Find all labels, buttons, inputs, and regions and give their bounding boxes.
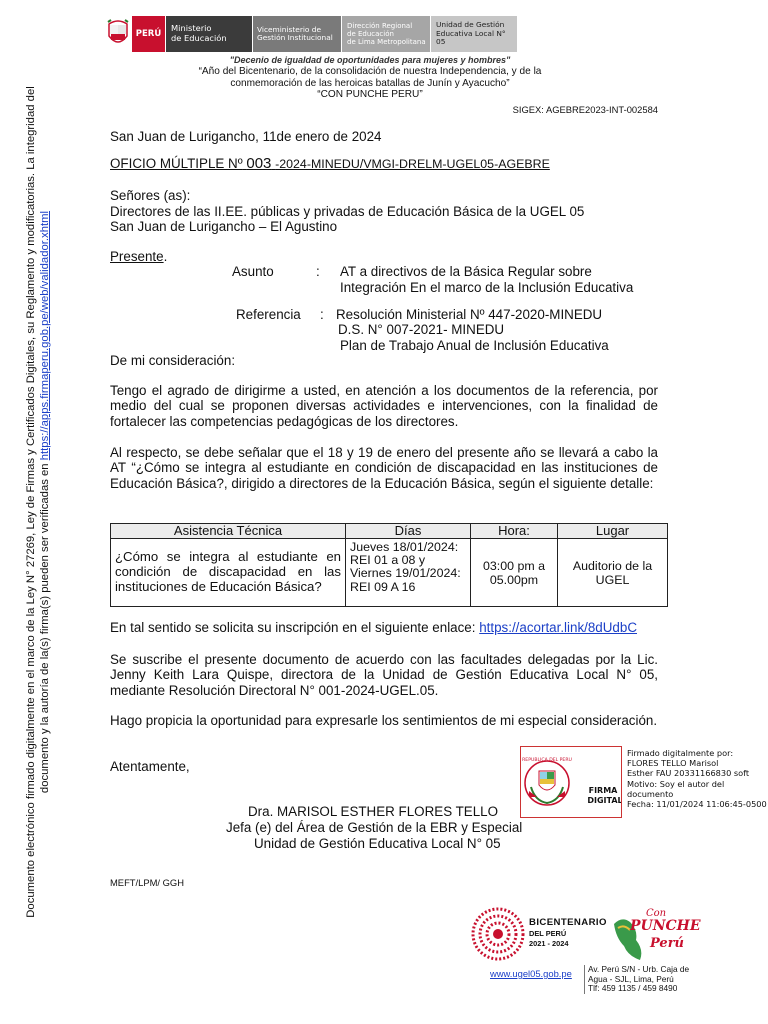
- place-date: San Juan de Lurigancho, 11de enero de 2024: [110, 129, 382, 144]
- asunto-line-1: AT a directivos de la Básica Regular sobre: [340, 264, 592, 279]
- greeting: De mi consideración:: [110, 353, 236, 368]
- addressee-line-1: Directores de las II.EE. públicas y privadas de Educación Básica de la UGEL 05: [110, 204, 585, 219]
- referencia-line-1: Resolución Ministerial Nº 447-2020-MINEDU: [336, 307, 603, 322]
- signatory-unit: Unidad de Gestión Educativa Local N° 05: [254, 836, 501, 851]
- table-header-assistance: Asistencia Técnica: [111, 524, 346, 539]
- oficio-title: [110, 156, 550, 172]
- presente-label: Presente: [110, 249, 164, 264]
- website-link[interactable]: www.ugel05.gob.pe: [490, 968, 572, 979]
- vertical-note-line-2-text: documento y la autoría de la(s) firma(s) pueden ser verificadas en: [39, 460, 51, 794]
- vmgi-logo-text: Viceministerio de Gestión Institucional: [257, 24, 333, 42]
- sigex-code: SIGEX: AGEBRE2023-INT-002584: [512, 104, 658, 115]
- address-line-1: Av. Perú S/N - Urb. Caja de: [588, 964, 690, 974]
- vmgi-logo-box: [253, 16, 341, 52]
- address-line-2: Agua - SJL, Lima, Perú: [588, 973, 674, 984]
- bicentenario-text: [529, 918, 607, 950]
- table-header-place: Lugar: [558, 524, 668, 539]
- asunto-line-2: Integración En el marco de la Inclusión Educativa: [340, 280, 634, 295]
- digital-signature-text: [627, 748, 767, 809]
- signature-line-3: Esther FAU 20331166830 soft: [627, 768, 750, 779]
- peru-logo-text: PERÚ: [135, 28, 162, 39]
- seal-top-text: REPUBLICA DEL PERU: [522, 758, 572, 763]
- drelm-logo-box: [342, 16, 430, 52]
- signature-line-5: documento: [627, 788, 674, 799]
- drelm-logo-text: Dirección Regional de Educación de Lima Metropolitana: [347, 22, 426, 46]
- table-row: [111, 539, 668, 607]
- table-header-row: [111, 524, 668, 539]
- days-line-3: Viernes 19/01/2024:: [350, 566, 461, 581]
- referencia-line-3: Plan de Trabajo Anual de Inclusión Educativa: [340, 338, 609, 353]
- registration-link[interactable]: https://acortar.link/8dUdbC: [479, 620, 637, 635]
- paragraph-4: Hago propicia la oportunidad para expresarle los sentimientos de mi especial consideración.: [110, 713, 658, 728]
- digital-signature-seal: [520, 746, 622, 818]
- bicentenario-line-3: 2021 - 2024: [529, 939, 569, 949]
- verification-link[interactable]: https://apps.firmaperu.gob.pe/web/validador.xhtml: [39, 210, 51, 461]
- presente-line: Presente.: [110, 249, 168, 264]
- signature-line-6: Fecha: 11/01/2024 11:06:45-0500: [627, 799, 767, 810]
- paragraph-1: Tengo el agrado de dirigirme a usted, en atención a los documentos de la referencia, por medio del cual se proponen diversas actividades e intervenciones, con la finalidad de fortalecer las competencias pedagógicas de los directores.: [110, 383, 658, 429]
- signatory-role: Jefa (e) del Área de Gestión de la EBR y Especial: [226, 820, 523, 835]
- vertical-note-line-2: [38, 62, 52, 942]
- signature-line-4: Motivo: Soy el autor del: [627, 778, 725, 789]
- paragraph-2: Al respecto, se debe señalar que el 18 y 19 de enero del presente año se llevará a cabo la AT “¿Cómo se integra al estudiante en condición de discapacidad en las instituciones de Educación Básica?, dirigido a directores de la Educación Básica, según el siguiente detalle:: [110, 445, 658, 491]
- table-header-days: Días: [346, 524, 471, 539]
- days-line-2: REI 01 a 08 y: [350, 553, 426, 568]
- table-cell-days: [346, 539, 471, 607]
- header-slogans: [160, 55, 580, 101]
- slogan-year-line-2: conmemoración de las heroicas batallas de Junín y Ayacucho”: [230, 77, 510, 89]
- slogan-con-punche: “CON PUNCHE PERU”: [317, 89, 423, 101]
- table-cell-topic: ¿Cómo se integra al estudiante en condición de discapacidad en las instituciones de Educación Básica?: [111, 539, 346, 607]
- ugel-logo-box: [431, 16, 517, 52]
- closing: Atentamente,: [110, 759, 190, 774]
- bicentenario-line-1: BICENTENARIO: [529, 917, 607, 928]
- paragraph-link-text: En tal sentido se solicita su inscripción en el siguiente enlace:: [110, 620, 480, 635]
- vertical-verification-note: [24, 62, 52, 942]
- seal-label-digital: DIGITAL: [587, 796, 621, 805]
- reference-initials: MEFT/LPM/ GGH: [110, 877, 184, 888]
- punche-line-1: Con: [646, 908, 667, 919]
- peru-coat-of-arms-icon: [106, 18, 130, 50]
- table-cell-place: Auditorio de la UGEL: [558, 539, 668, 607]
- referencia-colon: :: [320, 307, 324, 322]
- peru-logo-box: [132, 16, 165, 52]
- senores-label: Señores (as):: [110, 188, 191, 203]
- table-header-hour: Hora:: [471, 524, 558, 539]
- oficio-suffix: -2024-MINEDU/VMGI-DRELM-UGEL05-AGEBRE: [275, 157, 550, 171]
- days-line-1: Jueves 18/01/2024:: [350, 540, 459, 554]
- signatory-name: Dra. MARISOL ESTHER FLORES TELLO: [248, 804, 499, 819]
- con-punche-peru-logo: [608, 906, 704, 964]
- signature-line-1: Firmado digitalmente por:: [627, 748, 734, 758]
- punche-line-2: PUNCHE: [630, 918, 701, 934]
- paragraph-link: [110, 620, 637, 635]
- seal-label-firma: FIRMA: [588, 786, 618, 795]
- minedu-logo-box: [166, 16, 252, 52]
- slogan-year-line-1: “Año del Bicentenario, de la consolidación de nuestra Independencia, y de la: [198, 66, 542, 78]
- referencia-label: Referencia: [236, 307, 301, 322]
- assistance-table: [110, 523, 668, 607]
- paragraph-3: Se suscribe el presente documento de acuerdo con las facultades delegadas por la Lic. Jenny Keith Lara Quispe, directora de la Unidad de Gestión Educativa Local N° 05, mediante Resolución Directoral N° 001-2024-UGEL.05.: [110, 652, 658, 698]
- address-line-3: Tlf: 459 1135 / 459 8490: [588, 983, 678, 994]
- slogan-decade: "Decenio de igualdad de oportunidades para mujeres y hombres": [229, 55, 511, 65]
- asunto-label: Asunto: [232, 264, 274, 279]
- bicentenario-logo-icon: [470, 906, 526, 962]
- ugel-logo-text: Unidad de Gestión Educativa Local N° 05: [436, 20, 506, 47]
- vertical-note-line-1: Documento electrónico firmado digitalmente en el marco de la Ley N° 27269, Ley de Firmas y Certificados Digitales, su Reglamento y modificatorias. La integridad del: [25, 86, 37, 918]
- oficio-number: 003: [246, 155, 272, 172]
- referencia-line-2: D.S. N° 007-2021- MINEDU: [338, 322, 505, 337]
- addressee-line-2: San Juan de Lurigancho – El Agustino: [110, 219, 338, 234]
- firma-digital-seal-icon: [521, 747, 621, 817]
- footer-address: [584, 965, 689, 994]
- minedu-logo-text: Ministerio de Educación: [171, 23, 227, 43]
- oficio-prefix: OFICIO MÚLTIPLE Nº: [110, 156, 243, 171]
- days-line-4: REI 09 A 16: [350, 579, 416, 594]
- table-cell-hour: 03:00 pm a 05.00pm: [471, 539, 558, 607]
- asunto-colon: :: [316, 264, 320, 279]
- signature-line-2: FLORES TELLO Marisol: [627, 758, 719, 769]
- punche-line-3: Perú: [650, 936, 684, 951]
- bicentenario-line-2: DEL PERÚ: [529, 928, 567, 938]
